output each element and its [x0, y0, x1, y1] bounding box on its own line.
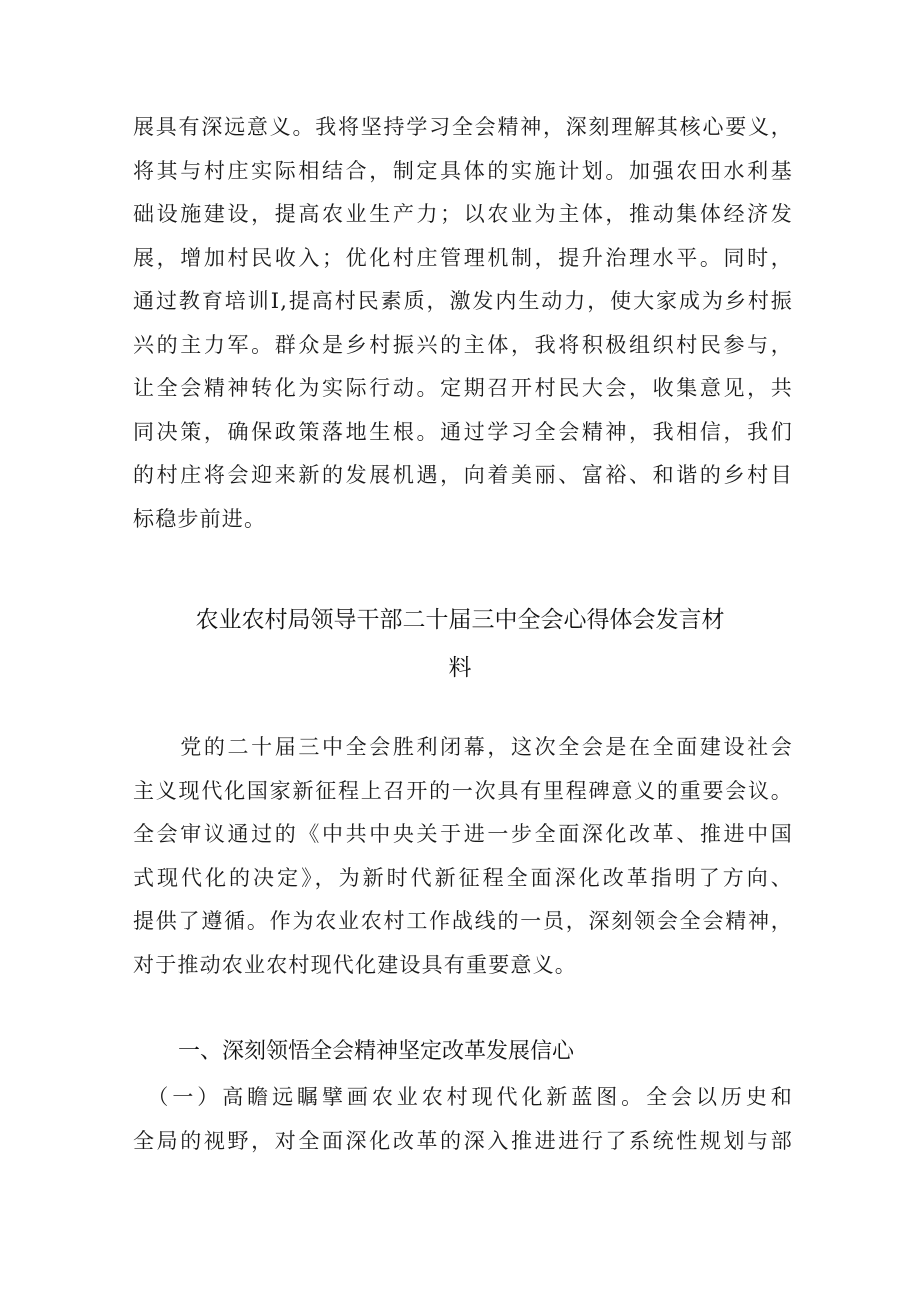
text-line: 全会审议通过的《中共中央关于进一步全面深化改革、推进中国 — [133, 822, 793, 846]
text-line: 式现代化的决定》，为新时代新征程全面深化改革指明了方向、 — [133, 865, 793, 890]
text-line: 让全会精神转化为实际行动。定期召开村民大会，收集意见，共 — [133, 376, 793, 400]
text-line: 础设施建设，提高农业生产力；以农业为主体，推动集体经济发 — [133, 202, 793, 226]
title-line: 农业农村局领导干部二十届三中全会心得体会发言材 — [195, 607, 725, 633]
paragraph-plenum-intro — [133, 726, 793, 987]
text-line: （一）高瞻远瞩擘画农业农村现代化新蓝图。全会以历史和 — [133, 1085, 793, 1109]
document-title — [120, 596, 800, 692]
text-line: 展，增加村民收入；优化村庄管理机制，提升治理水平。同时， — [133, 245, 793, 270]
text-line: 提供了遵循。作为农业农村工作战线的一员，深刻领会全会精神， — [133, 909, 793, 933]
text-line: 兴的主力军。群众是乡村振兴的主体，我将积极组织村民参与， — [133, 332, 793, 357]
text-line: 展具有深远意义。我将坚持学习全会精神，深刻理解其核心要义， — [133, 115, 793, 139]
text-line: 同决策，确保政策落地生根。通过学习全会精神，我相信，我们 — [133, 419, 793, 444]
text-line: 对于推动农业农村现代化建设具有重要意义。 — [133, 952, 577, 977]
paragraph-village-plan — [133, 106, 793, 541]
section-heading: 一、深刻领悟全会精神坚定改革发展信心 — [178, 1039, 575, 1064]
text-line: 标稳步前进。 — [133, 506, 267, 531]
text-line: 将其与村庄实际相结合，制定具体的实施计划。加强农田水利基 — [133, 158, 793, 183]
text-line: 的村庄将会迎来新的发展机遇，向着美丽、富裕、和谐的乡村目 — [133, 463, 793, 487]
text-line: 主义现代化国家新征程上召开的一次具有里程碑意义的重要会议。 — [133, 778, 793, 803]
text-line: 通过教育培训I,提高村民素质，激发内生动力，使大家成为乡村振 — [133, 289, 793, 313]
text-line: 党的二十届三中全会胜利闭幕，这次全会是在全面建设社会 — [133, 735, 793, 759]
paragraph-blueprint — [133, 1076, 793, 1163]
text-line: 全局的视野，对全面深化改革的深入推进进行了系统性规划与部 — [133, 1128, 793, 1153]
title-line: 料 — [448, 655, 472, 681]
